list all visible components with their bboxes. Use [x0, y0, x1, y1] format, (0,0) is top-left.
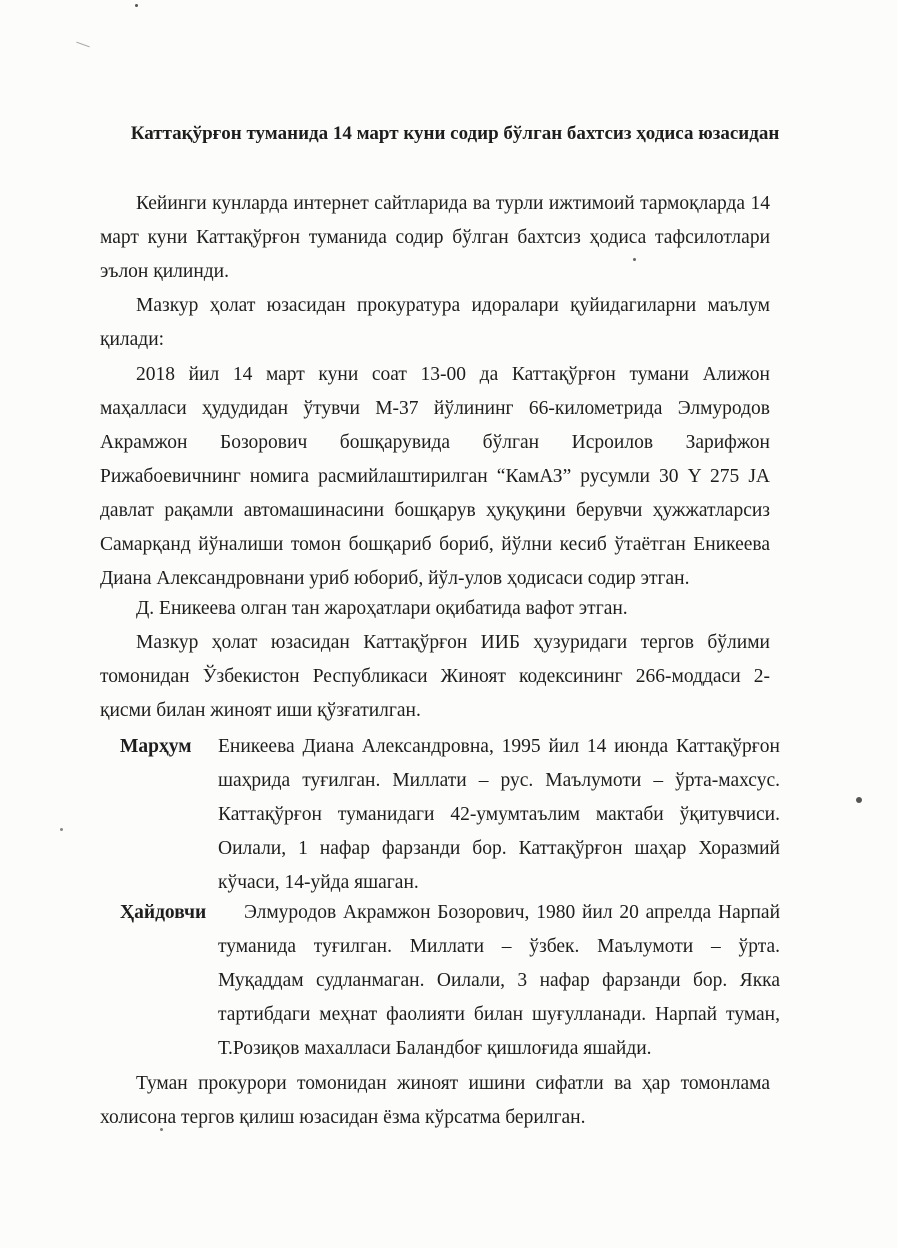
paragraph-text: Мазкур ҳолат юзасидан прокуратура идоралари қуйидагиларни маълум қилади:	[100, 295, 770, 350]
scan-speck	[135, 4, 138, 7]
paragraph-5	[100, 626, 770, 728]
scan-speck	[76, 42, 89, 48]
scan-speck	[60, 828, 63, 831]
paragraph-2	[100, 289, 770, 357]
deceased-label: Марҳум	[120, 736, 192, 757]
driver-text: Элмуродов Акрамжон Бозорович, 1980 йил 20 апрелда Нарпай туманида туғилган. Миллати – ўзбек. Маълумоти – ўрта. Муқаддам судланмаган. Оилали, 3 нафар фарзанди бор. Якка тартибдаги меҳнат фаолияти билан шуғулланади. Нарпай туман, Т.Розиқов махалласи Баландбоғ қишлоғида яшайди.	[218, 902, 780, 1059]
scan-speck	[160, 1128, 163, 1131]
paragraph-1	[100, 187, 770, 289]
paragraph-text: Кейинги кунларда интернет сайтларида ва турли ижтимоий тармоқларда 14 март куни Каттақўрғон туманида содир бўлган бахтсиз ҳодиса тафсилотлари эълон қилинди.	[100, 193, 770, 282]
scan-speck	[856, 797, 862, 803]
deceased-section	[100, 730, 780, 900]
driver-label: Ҳайдовчи	[120, 902, 207, 923]
paragraph-text: Туман прокурори томонидан жиноят ишини сифатли ва ҳар томонлама холисона тергов қилиш юзасидан ёзма кўрсатма берилган.	[100, 1073, 770, 1128]
paragraph-4	[100, 592, 770, 626]
paragraph-text: 2018 йил 14 март куни соат 13-00 да Каттақўрғон тумани Алижон маҳалласи ҳудудидан ўтувчи М-37 йўлининг 66-километрида Элмуродов Акрамжон Бозорович бошқарувида бўлган Исроилов Зарифжон Рижабоевичнинг номига расмийлаштирилган “КамАЗ” русумли 30 Y 275 JA давлат рақамли автомашинасини бошқарув ҳуқуқини берувчи ҳужжатларсиз Самарқанд йўналиши томон бошқариб бориб, йўлни кесиб ўтаётган Еникеева Диана Александровнани уриб юбориб, йўл-улов ҳодисаси содир этган.	[100, 364, 770, 589]
deceased-text: Еникеева Диана Александровна, 1995 йил 14 июнда Каттақўрғон шаҳрида туғилган. Миллати – рус. Маълумоти – ўрта-махсус. Каттақўрғон туманидаги 42-умумтаълим мактаби ўқитувчиси. Оилали, 1 нафар фарзанди бор. Каттақўрғон шаҳар Хоразмий кўчаси, 14-уйда яшаган.	[218, 736, 780, 893]
driver-section	[100, 896, 780, 1066]
paragraph-text: Мазкур ҳолат юзасидан Каттақўрғон ИИБ ҳузуридаги тергов бўлими томонидан Ўзбекистон Республикаси Жиноят кодексининг 266-моддаси 2-қисми билан жиноят иши қўзғатилган.	[100, 632, 770, 721]
paragraph-text: Д. Еникеева олган тан жароҳатлари оқибатида вафот этган.	[136, 598, 628, 619]
closing-paragraph	[100, 1067, 770, 1135]
scan-speck	[633, 258, 636, 261]
document-title: Каттақўрғон туманида 14 март куни содир бўлган бахтсиз ҳодиса юзасидан	[130, 123, 780, 144]
paragraph-3	[100, 358, 770, 596]
